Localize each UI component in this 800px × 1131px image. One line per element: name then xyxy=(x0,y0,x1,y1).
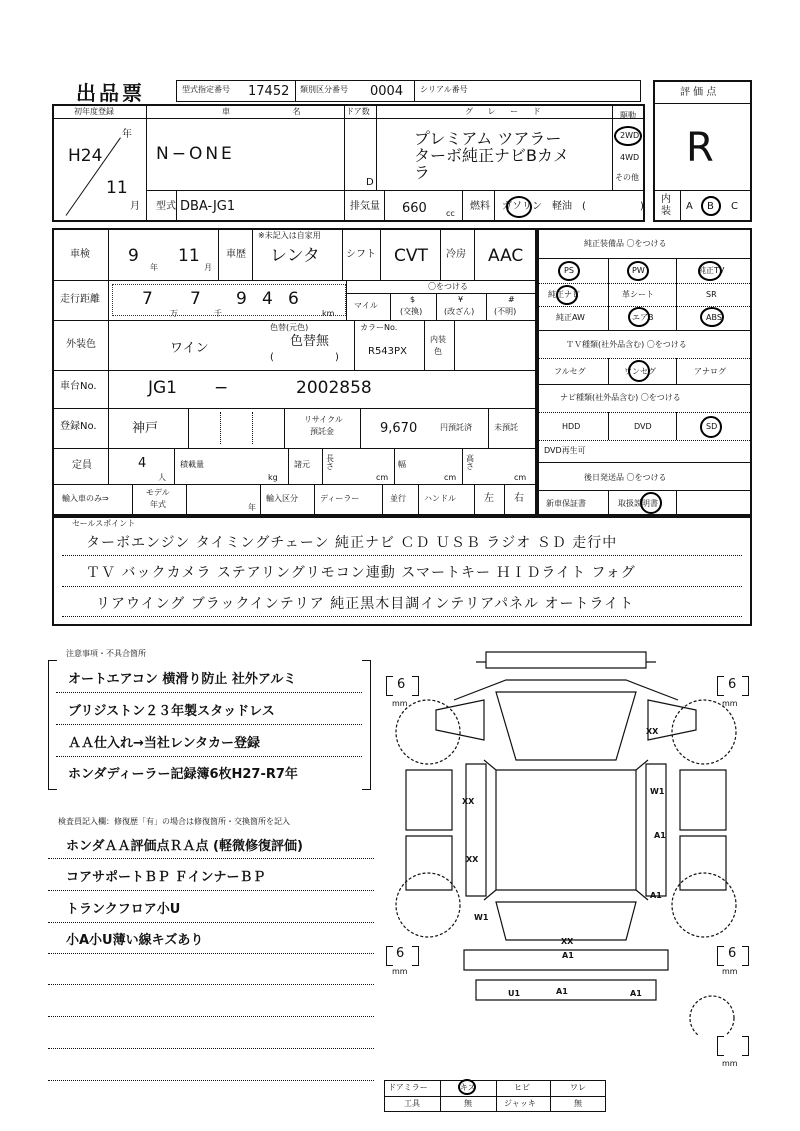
recycle-label-1: リサイクル xyxy=(304,415,343,424)
navi-hdd: HDD xyxy=(562,422,581,431)
jack-label: ジャッキ xyxy=(504,1099,536,1108)
tire-fr-depth: 6 xyxy=(728,677,737,692)
model-year-unit: 年 xyxy=(248,503,256,512)
mirror-label: ドアミラー xyxy=(388,1083,428,1092)
shaken-label: 車検 xyxy=(70,249,90,260)
color-value: ワイン xyxy=(170,341,209,356)
tv-title: ＴＶ種類(社外品含む) 〇をつける xyxy=(566,340,687,349)
meter-fumei: (不明) xyxy=(494,307,517,316)
navi-dvd: DVD xyxy=(634,422,652,431)
import-parallel: 並行 xyxy=(390,494,406,503)
import-dealer: ディーラー xyxy=(320,494,360,503)
sales-line-2: ＴＶ バックカメラ ステアリングリモコン連動 スマートキー ＨＩＤライト フォグ xyxy=(86,565,636,581)
spec-box xyxy=(52,228,537,516)
ac-value: AAC xyxy=(488,246,524,266)
inspector-label: 検査員記入欄：修復歴「有」の場合は修復箇所・交換箇所を記入 xyxy=(58,817,290,826)
equip-airbag: エアB xyxy=(632,313,654,322)
history-note: ※未記入は自家用 xyxy=(258,231,321,240)
interior-b: B xyxy=(707,201,714,212)
drive-4wd: 4WD xyxy=(620,153,640,162)
mileage-label: 走行距離 xyxy=(60,294,100,305)
katashiki-label: 型式指定番号 xyxy=(182,85,230,94)
damage-mark: A1 xyxy=(556,987,568,996)
car-name-label: 車 名 xyxy=(222,107,331,116)
inspector-line-1: ホンダＡＡ評価点ＲＡ点 (軽微修復評価) xyxy=(66,839,303,854)
color-no-label: カラーNo. xyxy=(360,323,398,332)
fuel-diesel: 軽油 xyxy=(552,201,572,212)
tv-oneseg: ワンセグ xyxy=(624,367,656,376)
damage-mark: XX xyxy=(646,727,659,736)
cc-value: 660 xyxy=(402,201,427,216)
later-warranty: 新車保証書 xyxy=(546,499,586,508)
mileage-digit-5: 6 xyxy=(288,289,299,309)
repaint-value: 色替無 xyxy=(290,334,330,349)
tv-oneseg-circle xyxy=(628,360,650,382)
int-color-label-2: 色 xyxy=(434,347,442,356)
notes-label: 注意事項・不具合箇所 xyxy=(66,649,146,658)
grade-label: グ レ ー ド xyxy=(465,107,547,116)
damage-mark: XX xyxy=(462,797,475,806)
fuel-gas-circle xyxy=(506,196,532,218)
meter-label: 〇をつける xyxy=(428,282,468,291)
recycle-no: 未預託 xyxy=(494,423,518,432)
interior-a: A xyxy=(686,201,693,212)
interior-label-1: 内 xyxy=(661,194,671,205)
year-unit: 年 xyxy=(122,129,132,140)
grade-line-2: ターボ純正ナビBカメ xyxy=(414,146,569,165)
fuel-paren-open: ( xyxy=(582,201,586,212)
tire-fr-mm: mm xyxy=(722,699,738,708)
page-title: 出品票 xyxy=(76,81,145,105)
height-label: 高さ xyxy=(466,454,474,471)
capacity-label: 定員 xyxy=(72,460,92,471)
katashiki-value: 17452 xyxy=(248,84,290,99)
tool-value: 無 xyxy=(464,1099,472,1108)
equip-aw: 純正AW xyxy=(556,313,585,322)
doors-suffix: D xyxy=(366,177,374,188)
drive-2wd: 2WD xyxy=(620,131,640,140)
shaken-month: 11 xyxy=(178,246,200,266)
tire-rl-depth: 6 xyxy=(396,946,405,961)
interior-c: C xyxy=(731,201,738,212)
mileage-digit-1: 7 xyxy=(142,289,153,309)
history-label: 車歴 xyxy=(226,249,246,260)
equip-navi-circle xyxy=(556,285,578,305)
hibi-label: ヒビ xyxy=(514,1083,530,1092)
shaken-month-unit: 月 xyxy=(204,263,212,272)
model-label: 型式 xyxy=(156,201,176,212)
meter-kaizan-sym: ¥ xyxy=(458,295,464,304)
mileage-digit-3: 9 xyxy=(236,289,247,309)
meter-mile: マイル xyxy=(354,301,378,310)
jack-value: 無 xyxy=(574,1099,582,1108)
serial-label: シリアル番号 xyxy=(420,85,468,94)
capacity-unit: 人 xyxy=(158,473,166,482)
first-reg-era: H24 xyxy=(68,146,103,166)
mirror-value-circle xyxy=(458,1079,476,1095)
header-codes-box xyxy=(176,80,641,102)
width-label: 幅 xyxy=(398,460,406,469)
interior-b-circle xyxy=(701,196,721,216)
first-reg-month: 11 xyxy=(106,178,128,198)
inspector-line-3: トランクフロア小U xyxy=(66,902,181,917)
note-line-3: ＡＡ仕入れ→当社レンタカー登録 xyxy=(68,736,261,751)
note-line-4: ホンダディーラー記録簿6枚H27-R7年 xyxy=(68,767,298,782)
note-line-2: ブリジストン２３年製スタッドレス xyxy=(68,704,275,719)
height-cm: cm xyxy=(514,473,527,482)
equip-pw-circle xyxy=(627,261,649,281)
tire-rr-mm: mm xyxy=(722,967,738,976)
sales-line-3: リアウイング ブラックインテリア 純正黒木目調インテリアパネル オートライト xyxy=(96,596,635,612)
damage-mark: XX xyxy=(561,937,574,946)
history-value: レンタ xyxy=(270,246,320,266)
equip-pw: PW xyxy=(632,266,645,275)
load-unit: kg xyxy=(268,473,278,482)
first-reg-label: 初年度登録 xyxy=(74,107,114,116)
mileage-digit-2: 7 xyxy=(190,289,201,309)
later-manual-circle xyxy=(640,492,662,514)
damage-mark: W1 xyxy=(474,913,489,922)
shaken-year: 9 xyxy=(128,246,139,266)
repaint-label: 色替(元色) xyxy=(270,323,309,332)
equip-navi: 純正ナビ xyxy=(548,290,580,299)
handle-right: 右 xyxy=(514,493,524,504)
inspector-line-4: 小A小U薄い線キズあり xyxy=(66,933,204,948)
later-manual: 取扱説明書 xyxy=(618,499,658,508)
equip-sr: SR xyxy=(706,290,717,299)
mirror-value: キズ xyxy=(460,1083,476,1092)
note-line-1: オートエアコン 横滑り防止 社外アルミ xyxy=(68,672,297,687)
width-cm: cm xyxy=(444,473,457,482)
shift-label: シフト xyxy=(346,249,376,260)
sales-label: セールスポイント xyxy=(72,519,136,528)
color-label: 外装色 xyxy=(66,339,96,350)
handle-left: 左 xyxy=(484,493,494,504)
mileage-sen: 千 xyxy=(214,309,222,318)
equip-tv-circle xyxy=(698,261,725,281)
load-label: 積載量 xyxy=(180,460,204,469)
damage-mark: A1 xyxy=(630,989,642,998)
capacity-value: 4 xyxy=(138,456,147,471)
length-cm: cm xyxy=(376,473,389,482)
drive-2wd-circle xyxy=(614,126,642,146)
recycle-label-2: 預託金 xyxy=(310,427,334,436)
ruibetsu-label: 類別区分番号 xyxy=(300,85,348,94)
int-color-label-1: 内装 xyxy=(430,335,446,344)
meter-kaizan: (改ざん) xyxy=(444,307,475,316)
recycle-value: 9,670 xyxy=(380,421,418,436)
hyoka-label: 評 価 点 xyxy=(680,87,717,98)
car-damage-diagram xyxy=(376,640,756,1035)
meter-koukan-sym: $ xyxy=(410,295,416,304)
import-label: 輸入車のみ⇒ xyxy=(62,494,109,503)
mileage-man: 万 xyxy=(170,309,178,318)
equip-abs-circle xyxy=(700,307,724,327)
model-value: DBA-JG1 xyxy=(180,199,236,214)
damage-mark: A1 xyxy=(654,831,666,840)
equip-ps-circle xyxy=(558,261,580,281)
tv-fullseg: フルセグ xyxy=(554,367,586,376)
equip-leather: 革シート xyxy=(622,290,654,299)
tire-rr-depth: 6 xyxy=(728,946,737,961)
navi-sd: SD xyxy=(706,422,718,431)
color-no-value: R543PX xyxy=(368,346,407,357)
damage-mark: W1 xyxy=(650,787,665,796)
ac-label: 冷房 xyxy=(446,249,466,260)
dvd-label: DVD再生可 xyxy=(544,446,586,455)
later-title: 後日発送品 〇をつける xyxy=(584,473,667,482)
damage-mark: A1 xyxy=(650,891,662,900)
grade-line-3: ラ xyxy=(414,163,431,182)
ware-label: ワレ xyxy=(570,1083,586,1092)
ruibetsu-value: 0004 xyxy=(370,84,404,99)
navi-title: ナビ種類(社外品含む) 〇をつける xyxy=(560,393,681,402)
tool-label: 工具 xyxy=(404,1099,420,1108)
drive-label: 駆動 xyxy=(620,111,636,120)
import-type-label: 輸入区分 xyxy=(266,494,298,503)
hyoka-value: R xyxy=(686,125,714,171)
equip-ps: PS xyxy=(564,266,574,275)
mileage-km: km xyxy=(322,309,335,318)
chassis-prefix: JG1 xyxy=(148,378,178,398)
inspector-line-2: コアサポートＢＰ ＦインナーＢＰ xyxy=(66,870,266,885)
fuel-label: 燃料 xyxy=(470,201,490,212)
chassis-dash: − xyxy=(214,378,229,398)
shaken-year-unit: 年 xyxy=(150,263,158,272)
tire-spare-mm: mm xyxy=(722,1059,738,1068)
chassis-label: 車台No. xyxy=(60,381,97,392)
model-year-label-1: モデル xyxy=(146,488,170,497)
damage-mark: U1 xyxy=(508,989,521,998)
equip-abs: ABS xyxy=(706,313,722,322)
fuel-gas: ガソリン xyxy=(502,201,542,212)
length-label: 長さ xyxy=(326,454,334,471)
repaint-paren-close: ) xyxy=(335,352,339,363)
tire-fl-mm: mm xyxy=(392,699,408,708)
meter-koukan: (交換) xyxy=(400,307,423,316)
meter-fumei-sym: # xyxy=(508,295,515,304)
tire-rl-mm: mm xyxy=(392,967,408,976)
cc-unit: cc xyxy=(446,209,455,218)
interior-label-2: 装 xyxy=(661,206,671,217)
month-unit: 月 xyxy=(130,201,140,212)
car-name: N−ONE xyxy=(156,144,235,164)
dims-label: 諸元 xyxy=(294,460,310,469)
mileage-digit-4: 4 xyxy=(262,289,273,309)
tv-analog: アナログ xyxy=(694,367,726,376)
fuel-paren-close: ) xyxy=(640,201,644,212)
equip-airbag-circle xyxy=(628,307,650,327)
navi-sd-circle xyxy=(700,416,722,438)
equip-tv: 純正TV xyxy=(698,266,725,275)
equipment-title: 純正装備品 〇をつける xyxy=(584,239,667,248)
reg-label: 登録No. xyxy=(60,421,97,432)
grade-line-1: プレミアム ツアラー xyxy=(414,129,562,148)
repaint-paren-open: ( xyxy=(270,352,274,363)
handle-label: ハンドル xyxy=(424,494,456,503)
recycle-unit: 円預託済 xyxy=(440,423,472,432)
damage-mark: A1 xyxy=(562,951,574,960)
doors-label: ドア数 xyxy=(346,107,370,116)
shift-value: CVT xyxy=(394,246,428,266)
drive-other: その他 xyxy=(615,173,639,182)
chassis-number: 2002858 xyxy=(296,378,372,398)
model-year-label-2: 年式 xyxy=(150,500,166,509)
reg-value: 神戸 xyxy=(132,421,159,436)
cc-label: 排気量 xyxy=(350,201,380,212)
damage-mark: XX xyxy=(466,855,479,864)
tire-fl-depth: 6 xyxy=(397,677,406,692)
sales-line-1: ターボエンジン タイミングチェーン 純正ナビ ＣＤ ＵＳＢ ラジオ ＳＤ 走行中 xyxy=(86,535,618,551)
